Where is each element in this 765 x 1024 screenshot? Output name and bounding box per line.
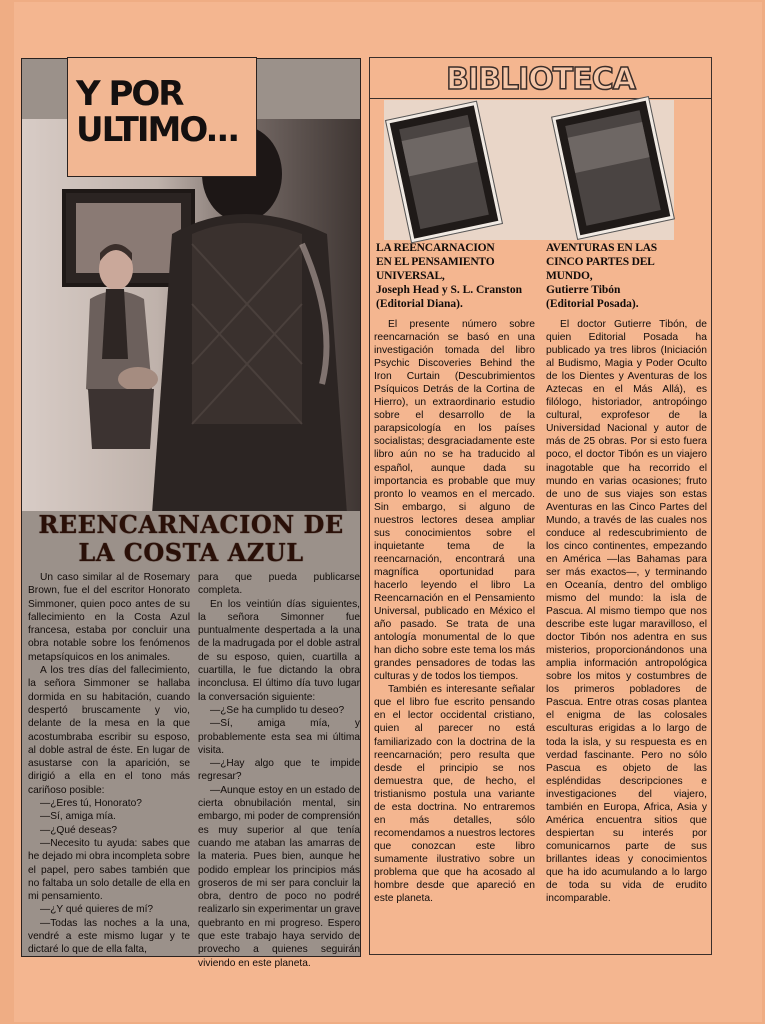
book-cover-aventuras — [552, 97, 674, 239]
book2-title-line: AVENTURAS EN LAS — [546, 242, 657, 254]
paragraph: para que pueda publicarse completa. — [198, 572, 360, 597]
book2-title-line: MUNDO, — [546, 270, 593, 282]
biblioteca-header — [370, 58, 711, 99]
article-headline-line1: REENCARNACION DE — [38, 510, 344, 539]
section-title-line1: Y POR — [76, 74, 183, 114]
book1-authors: Joseph Head y S. L. Cranston — [376, 284, 523, 296]
paragraph: —Todas las noches a la una, vendré a este mismo lugar y te dictaré lo que de ella falta, — [28, 917, 190, 956]
book2-heading — [546, 241, 706, 311]
paragraph: —Aunque estoy en un estado de cierta obnubilación mental, sin embargo, mi poder de comprensión es muy superior al que tenía cuando me ataban las amarras de la materia. Pues bien, aunque he podido emplear los principios más groseros de mi ser para concluir la obra, dentro de poco no podré realizarlo sin experimentar un grave quebranto en mi progreso. Espero que este trabajo haya servido de provecho a quienes seguirán viviendo en este planeta. — [198, 784, 360, 969]
book1-review — [374, 318, 535, 905]
book1-title-line: EN EL PENSAMIENTO — [376, 256, 495, 268]
book1-publisher: (Editorial Diana). — [376, 298, 463, 310]
book2-authors: Gutierre Tibón — [546, 284, 621, 296]
section-title-box — [67, 57, 257, 177]
book2-publisher: (Editorial Posada). — [546, 298, 639, 310]
article-column — [21, 58, 361, 969]
paragraph: El presente número sobre reencarnación se basó en una investigación tomada del libro Psychic Discoveries Behind the Iron Curtain (Descubrimientos Psíquicos Detrás de la Cortina de Hierro), un extraordinario estudio sobre el desarrollo de la parapsicología en los países socialistas; desgraciadamente este libro aún no se ha traducido al español, aunque dada su importancia es probable que muy pronto lo veamos en el mercado. Sin embargo, si alguno de nuestros lectores desea ampliar sus conocimientos sobre el inquietante tema de la reencarnación, encontrará una magnífica oportunidad para hacerlo leyendo el libro La Reencarnación en el Pensamiento Universal, publicado en México el año pasado. Se trata de una antología monumental de lo que han dicho sobre este tema los más grandes pensadores de todas las culturas y de todos los tiempos. — [374, 319, 535, 683]
book-cover-reencarnacion — [386, 102, 502, 242]
section-title-line2: ULTIMO... — [76, 110, 239, 150]
article-headline — [22, 511, 360, 567]
paragraph: —¿Se ha cumplido tu deseo? — [210, 704, 345, 716]
paragraph: —Sí, amiga mía, y probablemente esta sea mi última visita. — [198, 718, 360, 756]
paragraph: —¿Hay algo que te impide regresar? — [198, 758, 360, 783]
paragraph: —¿Y qué quieres de mí? — [40, 904, 154, 916]
paragraph: —¿Qué deseas? — [40, 824, 118, 836]
book2-title-line: CINCO PARTES DEL — [546, 256, 655, 268]
book-covers-photo — [384, 100, 674, 240]
paragraph: A los tres días del fallecimiento, la señora Simmoner se hallaba dormida en su habitación, cuando despertó bruscamente y vio, delante de la mesa en la que acostumbraba escribir su esposo, al doble astral de éste. En lugar de asustarse con la aparición, se dirigió a ella en el tono más cariñoso posible: — [28, 665, 190, 796]
book2-review — [546, 318, 707, 905]
biblioteca-section — [369, 57, 712, 955]
article-photo — [22, 119, 360, 511]
paragraph: —Necesito tu ayuda: sabes que he dejado mi obra incompleta sobre el papel, pero sabes también que no faltaba un solo detalle de ella en mi pensamiento. — [28, 837, 190, 903]
paragraph: En los veintiún días siguientes, la señora Simonner fue puntualmente despertada a la una de la madrugada por el doble astral de su esposo, quien, cuartilla a cuartilla, le fue dictando la obra inconclusa. El último día tuvo lugar la conversación siguiente: — [198, 598, 360, 703]
section-title — [76, 76, 238, 148]
biblioteca-title: BIBLIOTECA — [446, 62, 635, 97]
book1-title-line: LA REENCARNACION — [376, 242, 495, 254]
paragraph: —¿Eres tú, Honorato? — [40, 798, 142, 810]
paragraph: El doctor Gutierre Tibón, de quien Editorial Posada ha publicado ya tres libros (Iniciación al Budismo, Magia y Poder Oculto de los Dientes y Aventuras de los Aztecas en el Más Allá), es filólogo, historiador, antropóingo cultural, exprofesor de la Universidad Nacional y autor de más de 25 obras. Por si esto fuera poco, el doctor Tibón es un viajero inagotable que ha recorrido el mundo en varias ocasiones; fruto de uno de sus viajes son estas Aventuras en las Cinco Partes del Mundo, a través de las cuales nos conduce al redescubrimiento de los cinco continentes, empezando en América —las Bahamas para ser más exactos—, y terminando en Oceanía, dentro del ombligo mismo del mundo: la isla de Pascua. Al mismo tiempo que nos describe este lugar maravilloso, el doctor Tibón nos adentra en sus misterios, proporcionándonos una amplia información antropológica sobre los mitos y costumbres de los primeros pobladores de Pascua. Entre otras cosas plantea el enigma de las colosales esculturas erigidas a lo largo de toda la isla, y su respuesta es en verdad fascinante. Pero no sólo Pascua es objeto de las espléndidas descripciones e investigaciones del viajero, también en Europa, Africa, Asia y América encuentra sitios que despiertan su interés por comunicarnos parte de sus brillantes ideas y conocimientos que ha ido acumulando a lo largo de toda su vida de erudito incomparable. — [546, 319, 707, 905]
man-from-behind-figure — [152, 124, 352, 511]
paragraph: —Sí, amiga mía. — [40, 811, 116, 823]
paragraph: Un caso similar al de Rosemary Brown, fue el del escritor Honorato Simmoner, quien poco antes de su fallecimiento en la Costa Azul francesa, estaba por concluir una obra notable sobre los fenómenos metapsíquicos en los animales. — [28, 572, 190, 663]
article-body-col2 — [198, 571, 360, 970]
book1-heading — [376, 241, 536, 311]
paragraph: También es interesante señalar que el libro fue escrito pensando en el lector occidental cristiano, quien al parecer no está familiarizado con la doctrina de la reencarnación; pero resulta que desde el principio se nos demuestra que, de hecho, el tristianismo postula una variante de esta doctrina. No entraremos en más detalles, sólo recomendamos a nuestros lectores que conozcan este libro sumamente ilustrativo sobre un problema que que ha acosado al hombre desde que apareció en este planeta. — [374, 684, 535, 905]
book1-title-line: UNIVERSAL, — [376, 270, 445, 282]
article-headline-line2: LA COSTA AZUL — [78, 538, 304, 567]
article-body-col1 — [28, 571, 190, 957]
